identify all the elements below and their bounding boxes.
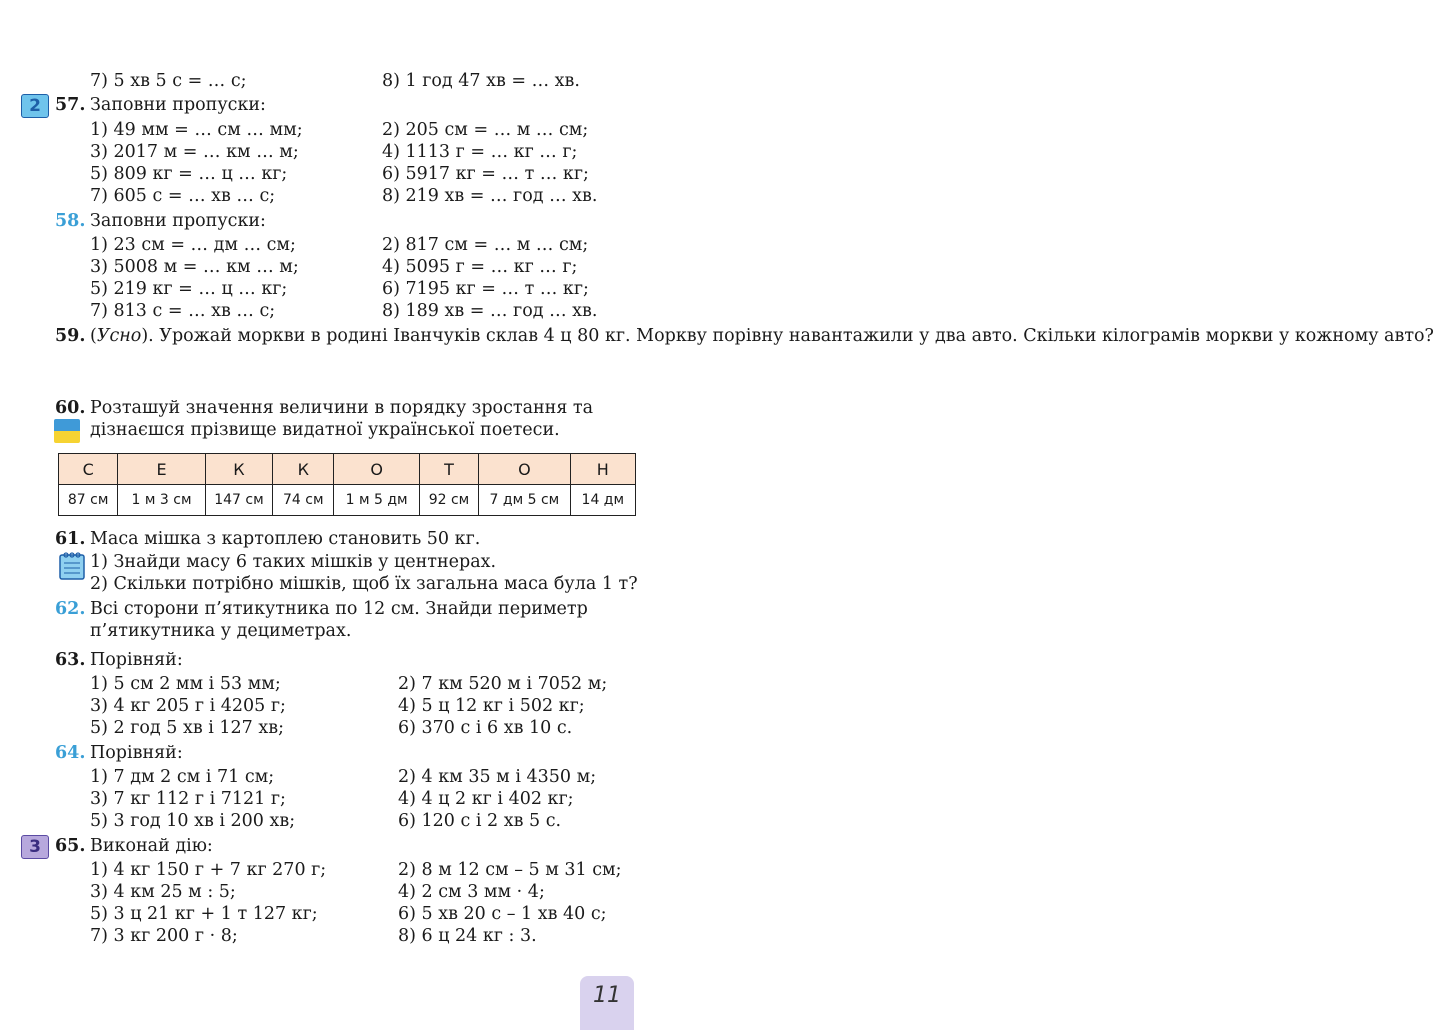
exercise-row <box>0 256 695 278</box>
exercise-row <box>0 810 695 832</box>
value-cell: 147 см <box>205 485 272 516</box>
exercise-row <box>0 163 695 185</box>
exercise-61-q1 <box>0 551 695 573</box>
value-cell: 87 см <box>59 485 118 516</box>
value-cell: 74 см <box>273 485 334 516</box>
item: 4) 1113 г = … кг … г; <box>382 142 578 162</box>
item: 2) 205 см = … м … см; <box>382 120 589 140</box>
exercise-number: 57. <box>55 95 86 115</box>
item: 3) 4 кг 205 г і 4205 г; <box>90 696 286 716</box>
item: 6) 5 хв 20 с – 1 хв 40 с; <box>398 904 607 924</box>
item: 8) 1 год 47 хв = … хв. <box>382 71 580 91</box>
exercise-58-header <box>0 210 695 232</box>
value-cell: 1 м 3 см <box>118 485 205 516</box>
item: 7) 813 с = … хв … с; <box>90 301 276 321</box>
question: 2) Скільки потрібно мішків, щоб їх загальна маса була 1 т? <box>90 574 638 594</box>
exercise-row <box>0 278 695 300</box>
question: 1) Знайди масу 6 таких мішків у центнерах. <box>90 552 497 572</box>
item: 5) 3 ц 21 кг + 1 т 127 кг; <box>90 904 318 924</box>
text: Розташуй значення величини в порядку зростання та <box>90 398 594 418</box>
item: 1) 4 кг 150 г + 7 кг 270 г; <box>90 860 327 880</box>
letter-cell: Т <box>419 454 478 485</box>
item: 6) 7195 кг = … т … кг; <box>382 279 589 299</box>
exercise-number: 62. <box>55 599 86 619</box>
level-2-badge: 2 <box>21 94 49 118</box>
exercise-row <box>0 766 695 788</box>
exercise-row <box>0 717 695 739</box>
exercise-number: 60. <box>55 398 86 418</box>
exercise-row <box>0 881 695 903</box>
letter-cell: К <box>205 454 272 485</box>
item: 5) 3 год 10 хв і 200 хв; <box>90 811 296 831</box>
item: 6) 370 с і 6 хв 10 с. <box>398 718 573 738</box>
item: 3) 5008 м = … км … м; <box>90 257 299 277</box>
item: 2) 817 см = … м … см; <box>382 235 589 255</box>
item: 8) 219 хв = … год … хв. <box>382 186 598 206</box>
text: ). Урожай моркви в родині Іванчуків склав 4 ц 80 кг. Моркву порівну навантажили у два авто. Скільки кілограмів моркви у кожному авто? <box>141 326 1434 346</box>
exercise-text <box>90 325 1434 347</box>
exercise-number: 64. <box>55 743 86 763</box>
exercise-title: Порівняй: <box>90 743 183 763</box>
exercise-row <box>0 788 695 810</box>
level-3-badge: 3 <box>21 835 49 859</box>
exercise-title: Виконай дію: <box>90 836 213 856</box>
item: 2) 7 км 520 м і 7052 м; <box>398 674 608 694</box>
exercise-61-q2 <box>0 573 695 595</box>
exercise-title: Порівняй: <box>90 650 183 670</box>
letter-cell: О <box>334 454 419 485</box>
item: 7) 605 с = … хв … с; <box>90 186 276 206</box>
exercise-60-line2 <box>0 419 695 441</box>
letter-cell: Н <box>570 454 635 485</box>
item: 8) 189 хв = … год … хв. <box>382 301 598 321</box>
paren: ( <box>90 326 97 346</box>
item: 3) 4 км 25 м : 5; <box>90 882 236 902</box>
item: 3) 7 кг 112 г і 7121 г; <box>90 789 286 809</box>
letter-cell: Е <box>118 454 205 485</box>
exercise-60-line1 <box>0 397 695 419</box>
value-cell: 92 см <box>419 485 478 516</box>
item: 8) 6 ц 24 кг : 3. <box>398 926 537 946</box>
exercise-number: 63. <box>55 650 86 670</box>
value-cell: 7 дм 5 см <box>479 485 570 516</box>
exercise-number: 59. <box>55 326 86 346</box>
item: 6) 5917 кг = … т … кг; <box>382 164 589 184</box>
item: 4) 5095 г = … кг … г; <box>382 257 578 277</box>
exercise-59 <box>0 325 1434 391</box>
exercise-62-line2 <box>0 620 695 642</box>
exercise-57-header <box>0 94 695 116</box>
letter-cell: К <box>273 454 334 485</box>
item: 1) 7 дм 2 см і 71 см; <box>90 767 275 787</box>
letter-cell: С <box>59 454 118 485</box>
item: 5) 219 кг = … ц … кг; <box>90 279 288 299</box>
item: 4) 2 см 3 мм · 4; <box>398 882 545 902</box>
item: 4) 5 ц 12 кг і 502 кг; <box>398 696 585 716</box>
item: 1) 49 мм = … см … мм; <box>90 120 303 140</box>
exercise-number: 65. <box>55 836 86 856</box>
text: п’ятикутника у дециметрах. <box>90 621 352 641</box>
exercise-row <box>0 673 695 695</box>
exercise-row <box>0 141 695 163</box>
exercise-row <box>0 695 695 717</box>
exercise-64-header <box>0 742 695 764</box>
exercise-title: Маса мішка з картоплею становить 50 кг. <box>90 529 481 549</box>
exercise-62-line1 <box>0 598 695 620</box>
oral-label: Усно <box>96 326 142 346</box>
item: 6) 120 с і 2 хв 5 с. <box>398 811 562 831</box>
exercise-row <box>0 859 695 881</box>
text: Всі сторони п’ятикутника по 12 см. Знайди периметр <box>90 599 588 619</box>
item: 4) 4 ц 2 кг і 402 кг; <box>398 789 574 809</box>
text: дізнаєшся прізвище видатної української поетеси. <box>90 420 560 440</box>
letters-row <box>59 454 636 485</box>
value-cell: 14 дм <box>570 485 635 516</box>
item: 2) 8 м 12 см – 5 м 31 см; <box>398 860 622 880</box>
exercise-row <box>0 903 695 925</box>
exercise-number: 58. <box>55 211 86 231</box>
exercise-61-header <box>0 528 695 550</box>
item: 1) 5 см 2 мм і 53 мм; <box>90 674 281 694</box>
exercise-63-header <box>0 649 695 671</box>
exercise-row <box>0 925 695 947</box>
letters-table <box>58 453 636 516</box>
exercise-title: Заповни пропуски: <box>90 95 266 115</box>
item: 1) 23 см = … дм … см; <box>90 235 296 255</box>
values-row <box>59 485 636 516</box>
item: 7) 5 хв 5 с = … с; <box>90 71 247 91</box>
item: 2) 4 км 35 м і 4350 м; <box>398 767 597 787</box>
exercise-65-header <box>0 835 695 857</box>
page-number: 11 <box>580 976 634 1030</box>
item: 7) 3 кг 200 г · 8; <box>90 926 238 946</box>
exercise-title: Заповни пропуски: <box>90 211 266 231</box>
exercise-number: 61. <box>55 529 86 549</box>
letter-cell: О <box>479 454 570 485</box>
value-cell: 1 м 5 дм <box>334 485 419 516</box>
item: 5) 2 год 5 хв і 127 хв; <box>90 718 284 738</box>
exercise-row <box>0 234 695 256</box>
exercise-row <box>0 300 695 322</box>
exercise-row <box>0 185 695 207</box>
item: 5) 809 кг = … ц … кг; <box>90 164 288 184</box>
exercise-row <box>0 119 695 141</box>
item: 3) 2017 м = … км … м; <box>90 142 299 162</box>
exercise-56-tail <box>0 70 695 92</box>
